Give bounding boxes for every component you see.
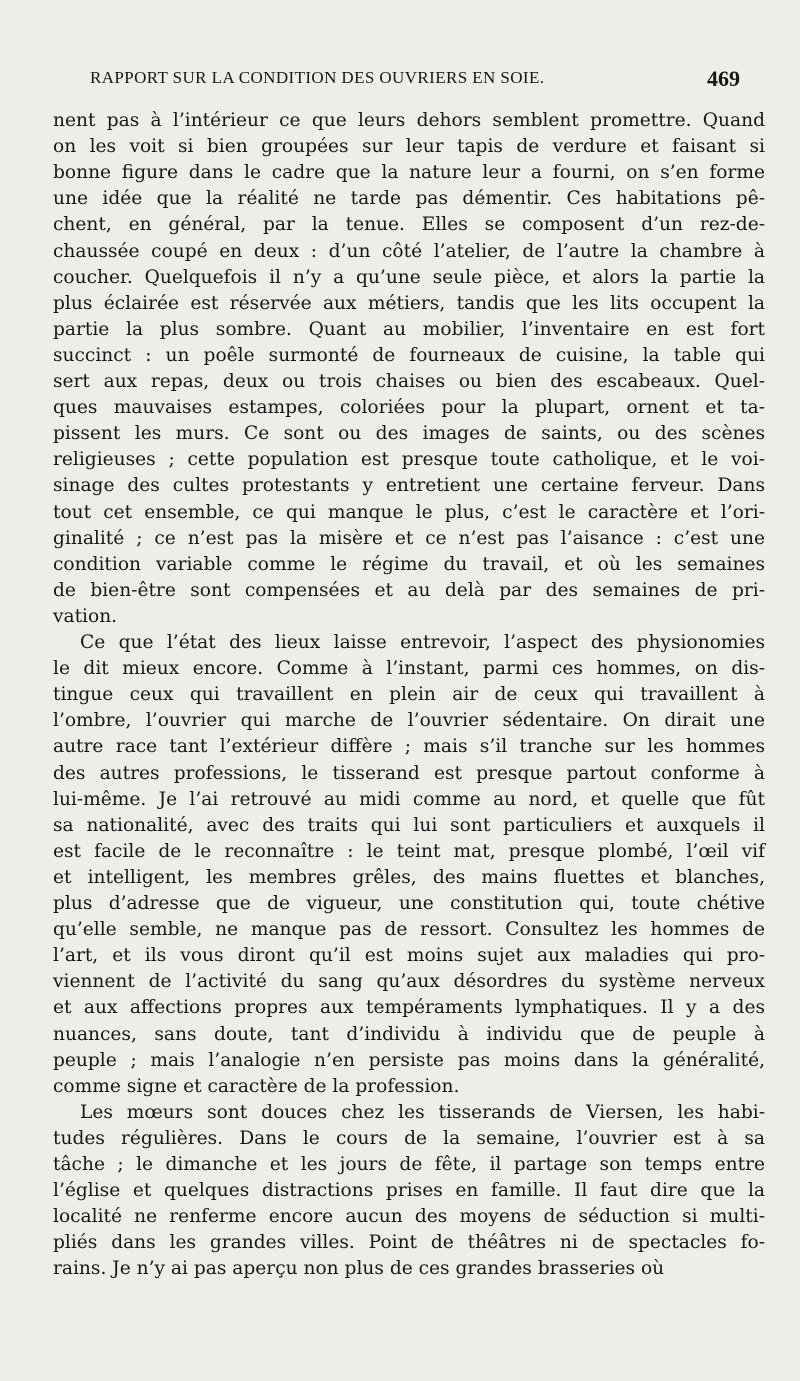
text-line: Les mœurs sont douces chez les tisserands de Viersen, les habi- bbox=[80, 1101, 765, 1123]
text-line: ginalité ; ce n’est pas la misère et ce n’est pas l’aisance : c’est une bbox=[53, 527, 765, 549]
text-line: est facile de le reconnaître : le teint mat, presque plombé, l’œil vif bbox=[53, 840, 765, 862]
text-line: coucher. Quelquefois il n’y a qu’une seule pièce, et alors la partie la bbox=[53, 266, 765, 288]
text-line: pliés dans les grandes villes. Point de théâtres ni de spectacles fo- bbox=[53, 1232, 765, 1254]
text-line: tout cet ensemble, ce qui manque le plus, c’est le caractère et l’ori- bbox=[53, 501, 765, 523]
text-line: nuances, sans doute, tant d’individu à individu que de peuple à bbox=[53, 1023, 765, 1045]
text-line: sa nationalité, avec des traits qui lui sont particuliers et auxquels il bbox=[53, 814, 765, 836]
running-title: RAPPORT SUR LA CONDITION DES OUVRIERS EN SOIE. bbox=[90, 68, 545, 87]
text-line: et intelligent, les membres grêles, des mains fluettes et blanches, bbox=[53, 866, 765, 888]
text-line: qu’elle semble, ne manque pas de ressort. Consultez les hommes de bbox=[53, 919, 765, 941]
text-line: tudes régulières. Dans le cours de la semaine, l’ouvrier est à sa bbox=[53, 1127, 765, 1149]
text-line: Ce que l’état des lieux laisse entrevoir, l’aspect des physionomies bbox=[80, 632, 765, 653]
text-line: plus éclairée est réservée aux métiers, tandis que les lits occupent la bbox=[53, 292, 765, 314]
text-line: et aux affections propres aux tempéraments lymphatiques. Il y a des bbox=[53, 997, 765, 1019]
text-line: rains. Je n’y ai pas aperçu non plus de ces grandes brasseries où bbox=[53, 1258, 665, 1280]
text-line: localité ne renferme encore aucun des moyens de séduction si multi- bbox=[53, 1206, 765, 1228]
text-line: chent, en général, par la tenue. Elles se composent d’un rez-de- bbox=[53, 214, 765, 236]
text-line: partie la plus sombre. Quant au mobilier, l’inventaire en est fort bbox=[53, 318, 765, 340]
text-line: tingue ceux qui travaillent en plein air de ceux qui travaillent à bbox=[53, 684, 765, 706]
text-line: l’ombre, l’ouvrier qui marche de l’ouvrier sédentaire. On dirait une bbox=[53, 710, 765, 732]
text-line: bonne figure dans le cadre que la nature leur a fourni, on s’en forme bbox=[53, 162, 765, 184]
text-line: le dit mieux encore. Comme à l’instant, parmi ces hommes, on dis- bbox=[53, 658, 765, 680]
text-line: autre race tant l’extérieur diffère ; mais s’il tranche sur les hommes bbox=[53, 736, 765, 758]
text-line: vation. bbox=[53, 605, 118, 627]
page-number: 469 bbox=[707, 66, 740, 91]
text-line: chaussée coupé en deux : d’un côté l’atelier, de l’autre la chambre à bbox=[53, 240, 765, 262]
text-line: l’art, et ils vous diront qu’il est moins sujet aux maladies qui pro- bbox=[53, 945, 765, 967]
text-line: pissent les murs. Ce sont ou des images de saints, ou des scènes bbox=[53, 423, 765, 445]
text-line: l’église et quelques distractions prises en famille. Il faut dire que la bbox=[53, 1180, 765, 1202]
text-line: viennent de l’activité du sang qu’aux désordres du système nerveux bbox=[53, 971, 765, 993]
text-line: une idée que la réalité ne tarde pas démentir. Ces habitations pê- bbox=[53, 188, 765, 210]
text-line: ques mauvaises estampes, coloriées pour la plupart, ornent et ta- bbox=[53, 397, 765, 419]
text-line: tâche ; le dimanche et les jours de fête, il partage son temps entre bbox=[53, 1154, 765, 1175]
text-line: plus d’adresse que de vigueur, une constitution qui, toute chétive bbox=[53, 893, 765, 914]
text-line: succinct : un poêle surmonté de fourneaux de cuisine, la table qui bbox=[53, 344, 765, 366]
text-line: comme signe et caractère de la profession. bbox=[53, 1075, 460, 1097]
text-line: nent pas à l’intérieur ce que leurs dehors semblent promettre. Quand bbox=[53, 110, 765, 131]
page-header bbox=[90, 66, 750, 96]
text-line: condition variable comme le régime du travail, et où les semaines bbox=[53, 553, 765, 575]
text-line: religieuses ; cette population est presque toute catholique, et le voi- bbox=[53, 449, 765, 471]
text-line: des autres professions, le tisserand est presque partout conforme à bbox=[53, 762, 765, 784]
text-line: sinage des cultes protestants y entretient une certaine ferveur. Dans bbox=[53, 475, 765, 497]
text-line: sert aux repas, deux ou trois chaises ou bien des escabeaux. Quel- bbox=[53, 371, 765, 392]
text-line: lui-même. Je l’ai retrouvé au midi comme au nord, et quelle que fût bbox=[53, 788, 765, 810]
text-line: peuple ; mais l’analogie n’en persiste pas moins dans la généralité, bbox=[53, 1049, 765, 1071]
text-line: on les voit si bien groupées sur leur tapis de verdure et faisant si bbox=[53, 136, 765, 158]
text-line: de bien-être sont compensées et au delà par des semaines de pri- bbox=[53, 579, 765, 601]
